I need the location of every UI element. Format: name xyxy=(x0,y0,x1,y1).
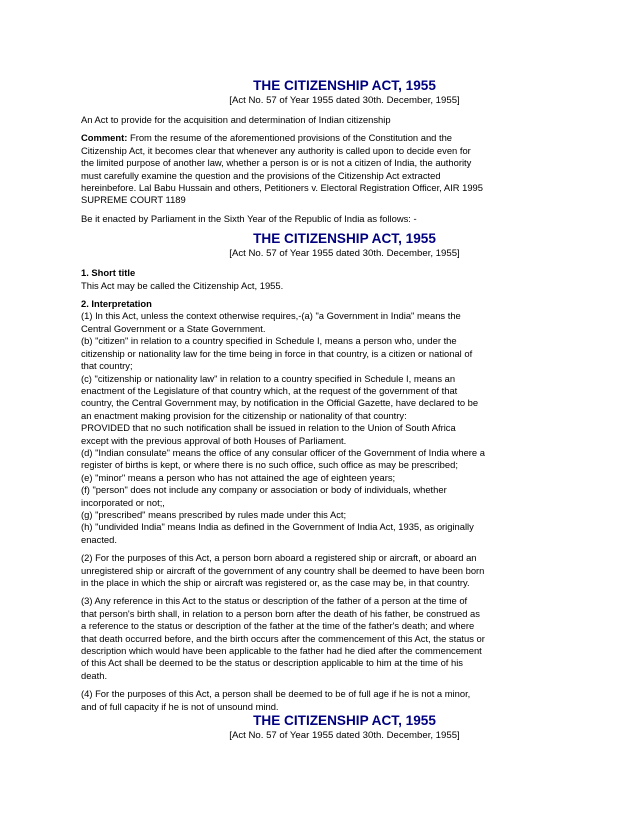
document-title: THE CITIZENSHIP ACT, 1955 xyxy=(253,78,436,93)
comment-paragraph xyxy=(81,132,608,206)
comment-line: SUPREME COURT 1189 xyxy=(81,194,186,206)
section-2-line: (d) "Indian consulate" means the office of any consular officer of the Government of India where a xyxy=(81,446,485,458)
act-reference: [Act No. 57 of Year 1955 dated 30th. December, 1955] xyxy=(229,248,460,260)
section-2-line: (e) "minor" means a person who has not attained the age of eighteen years; xyxy=(81,471,396,483)
section-2-line: (b) "citizen" in relation to a country specified in Schedule I, means a person who, under the xyxy=(81,335,457,347)
section-2-line: register of births is kept, or where there is no such office, such office as may be prescribed; xyxy=(81,459,458,471)
section-2-4-line: and of full capacity if he is not of unsound mind. xyxy=(81,700,279,712)
section-2 xyxy=(81,298,608,546)
comment-label: Comment: xyxy=(81,132,128,144)
section-2-3-line: that death occurred before, and the birth occurs after the commencement of this Act, the status or xyxy=(81,632,485,644)
section-1-heading: 1. Short title xyxy=(81,267,136,279)
section-2-2-line: unregistered ship or aircraft of the government of any country shall be deemed to have been born xyxy=(81,564,485,576)
section-2-2-line: in the place in which the ship or aircraft was registered or, as the case may be, in that country. xyxy=(81,577,470,588)
comment-line: must carefully examine the question and the provisions of the Citizenship Act extracted xyxy=(81,169,441,181)
section-2-line: enacted. xyxy=(81,533,117,545)
section-2-heading: 2. Interpretation xyxy=(81,298,152,310)
section-2-line: (g) "prescribed" means prescribed by rules made under this Act; xyxy=(81,508,347,520)
comment-line: Citizenship Act, it becomes clear that whenever any authority is called upon to decide even for xyxy=(81,144,471,156)
section-2-line: Central Government or a State Government. xyxy=(81,322,266,334)
section-2-line: (f) "person" does not include any company or association or body of individuals, whether xyxy=(81,484,447,496)
section-2-3 xyxy=(81,595,608,682)
section-2-line: PROVIDED that no such notification shall be issued in relation to the Union of South Africa xyxy=(81,422,456,434)
section-2-3-line: (3) Any reference in this Act to the status or description of the father of a person at the time of xyxy=(81,595,468,607)
section-2-line: an enactment making provision for the citizenship or nationality of that country: xyxy=(81,409,407,421)
section-2-2-line: (2) For the purposes of this Act, a person born aboard a registered ship or aircraft, or aboard an xyxy=(81,552,477,564)
act-reference: [Act No. 57 of Year 1955 dated 30th. December, 1955] xyxy=(229,95,460,106)
section-2-line: country, the Central Government may, by notification in the Official Gazette, have declared to be xyxy=(81,397,479,409)
section-2-line: citizenship or nationality law for the time being in force in that country, is a citizen or national of xyxy=(81,347,473,359)
document-title: THE CITIZENSHIP ACT, 1955 xyxy=(253,231,436,247)
section-2-line: (h) "undivided India" means India as defined in the Government of India Act, 1935, as originally xyxy=(81,521,474,533)
comment-line: hereinbefore. Lal Babu Hussain and others, Petitioners v. Electoral Registration Officer, AIR 1995 xyxy=(81,182,483,194)
enactment-text: Be it enacted by Parliament in the Sixth Year of the Republic of India as follows: - xyxy=(81,212,417,224)
section-2-3-line: description which would have been applicable to the father had he died after the commencement xyxy=(81,645,482,657)
intro-text: An Act to provide for the acquisition and determination of Indian citizenship xyxy=(81,114,391,125)
section-2-3-line: of this Act shall be deemed to be the status or description applicable to him at the time of his xyxy=(81,657,463,669)
section-2-line: (c) "citizenship or nationality law" in relation to a country specified in Schedule I, means an xyxy=(81,372,456,384)
section-2-line: except with the previous approval of both Houses of Parliament. xyxy=(81,434,347,446)
comment-line: the limited purpose of another law, whether a person is or is not a citizen of India, the authority xyxy=(81,157,472,169)
section-2-3-line: that person's birth shall, in relation to a person born after the death of his father, be construed as xyxy=(81,607,480,619)
section-2-4-line: (4) For the purposes of this Act, a person shall be deemed to be of full age if he is not a minor, xyxy=(81,688,471,700)
section-2-3-line: death. xyxy=(81,669,108,681)
section-2-3-line: a reference to the status or description of the father at the time of the father's death; and where xyxy=(81,620,475,632)
section-1 xyxy=(81,267,608,292)
section-2-line: enactment of the Legislature of that country which, at the request of the government of that xyxy=(81,384,458,396)
section-1-text: This Act may be called the Citizenship Act, 1955. xyxy=(81,279,284,291)
section-2-line: (1) In this Act, unless the context otherwise requires,-(a) "a Government in India" means the xyxy=(81,310,461,322)
document-title: THE CITIZENSHIP ACT, 1955 xyxy=(253,713,436,729)
section-2-line: incorporated or not;, xyxy=(81,496,165,508)
section-2-2 xyxy=(81,552,608,589)
section-2-4 xyxy=(81,688,608,713)
act-reference: [Act No. 57 of Year 1955 dated 30th. December, 1955] xyxy=(229,730,460,742)
section-2-line: that country; xyxy=(81,360,133,372)
comment-line: From the resume of the aforementioned provisions of the Constitution and the xyxy=(127,132,453,144)
